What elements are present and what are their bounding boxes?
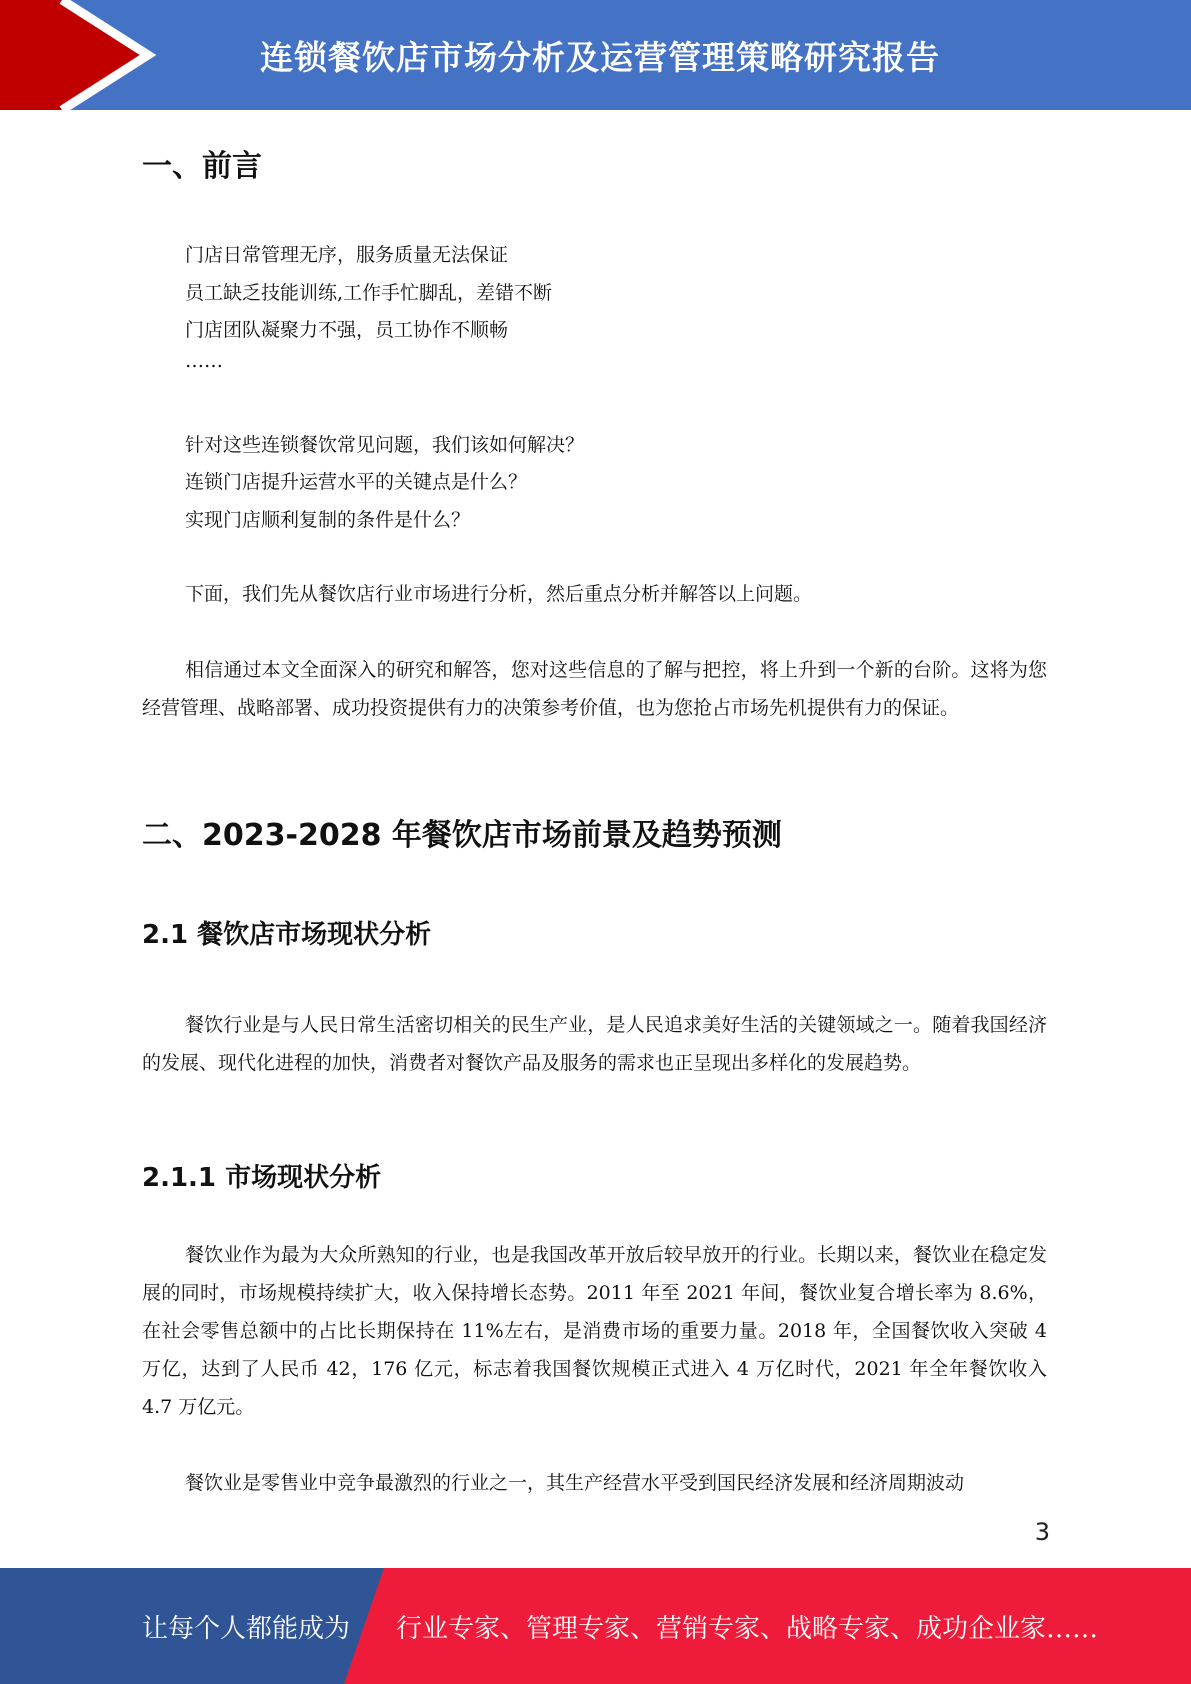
- preface-line: 门店日常管理无序，服务质量无法保证: [185, 244, 509, 266]
- section-heading-forecast: 二、2023-2028 年餐饮店市场前景及趋势预测: [142, 818, 782, 853]
- preface-paragraph: 下面，我们先从餐饮店行业市场进行分析，然后重点分析并解答以上问题。: [185, 583, 813, 605]
- preface-line: ……: [185, 350, 223, 372]
- subsection-heading-2-1-1: 2.1.1 市场现状分析: [142, 1163, 382, 1193]
- section-heading-preface: 一、前言: [142, 149, 262, 184]
- preface-question: 实现门店顺利复制的条件是什么？: [185, 509, 471, 531]
- report-title: 连锁餐饮店市场分析及运营管理策略研究报告: [260, 37, 940, 77]
- footer-banner: [0, 1568, 1191, 1684]
- chevron-arrow-icon: [0, 0, 160, 110]
- header-banner: [0, 0, 1191, 110]
- preface-question: 针对这些连锁餐饮常见问题，我们该如何解决？: [185, 434, 585, 456]
- preface-line: 员工缺乏技能训练,工作手忙脚乱，差错不断: [185, 282, 553, 304]
- body-paragraph: 餐饮行业是与人民日常生活密切相关的民生产业，是人民追求美好生活的关键领域之一。随着我国经济的发展、现代化进程的加快，消费者对餐饮产品及服务的需求也正呈现出多样化的发展趋势。: [142, 1014, 1047, 1074]
- preface-line: 门店团队凝聚力不强，员工协作不顺畅: [185, 319, 509, 341]
- page-number: 3: [1034, 1518, 1050, 1546]
- body-paragraph: 餐饮业是零售业中竞争最激烈的行业之一，其生产经营水平受到国民经济发展和经济周期波动: [185, 1472, 965, 1494]
- preface-question: 连锁门店提升运营水平的关键点是什么？: [185, 471, 528, 493]
- footer-slogan-left: 让每个人都能成为: [142, 1613, 351, 1644]
- subsection-heading-2-1: 2.1 餐饮店市场现状分析: [142, 920, 432, 950]
- body-paragraph: 餐饮业作为最为大众所熟知的行业，也是我国改革开放后较早放开的行业。长期以来，餐饮业在稳定发展的同时，市场规模持续扩大，收入保持增长态势。2011 年至 2021 年间，餐饮业复合增长率为 8.6%，在社会零售总额中的占比长期保持在 11%左右，是消费市场的重要力量。2018 年，全国餐饮收入突破 4 万亿，达到了人民币 42，176 亿元，标志着我国餐饮规模正式进入 4 万亿时代，2021 年全年餐饮收入 4.7 万亿元。: [142, 1244, 1047, 1418]
- footer-slogan-right: 行业专家、管理专家、营销专家、战略专家、成功企业家……: [396, 1613, 1099, 1644]
- preface-paragraph: 相信通过本文全面深入的研究和解答，您对这些信息的了解与把控，将上升到一个新的台阶。这将为您经营管理、战略部署、成功投资提供有力的决策参考价值，也为您抢占市场先机提供有力的保证。: [142, 659, 1047, 719]
